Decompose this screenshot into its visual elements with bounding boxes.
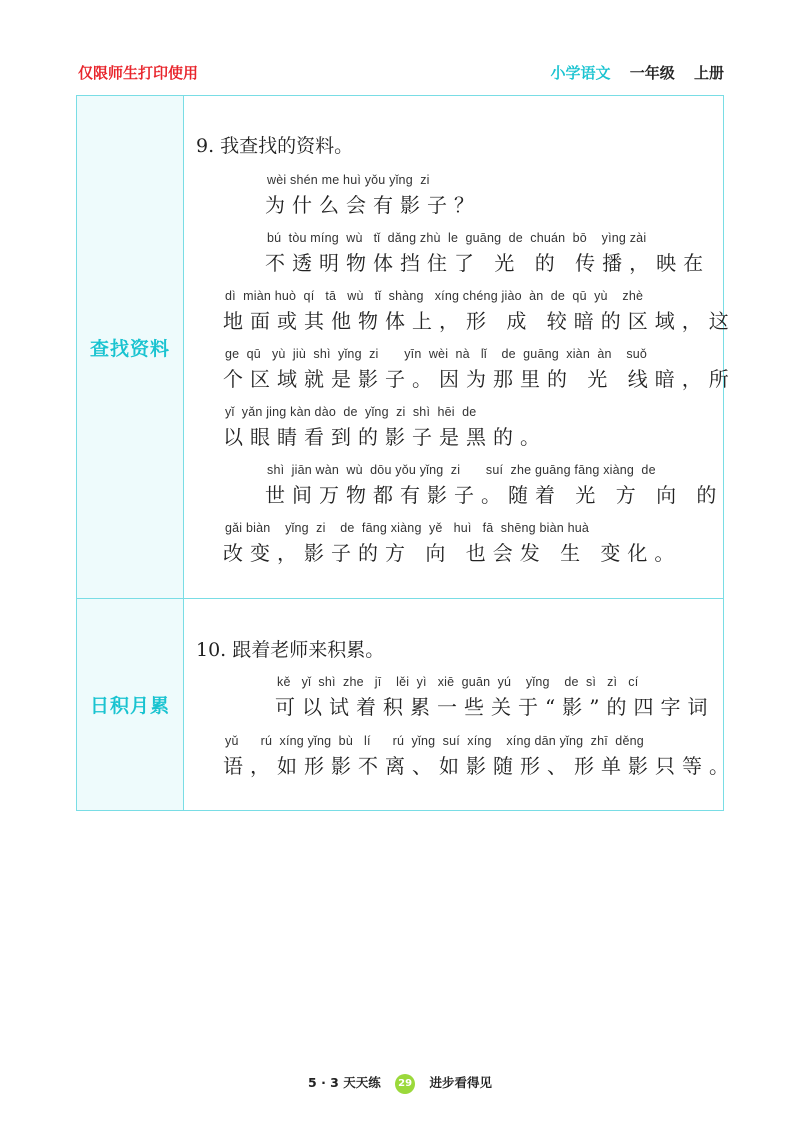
page-number: 29 (395, 1074, 415, 1094)
section-research (77, 96, 736, 599)
pinyin-line: ge qū yù jiù shì yǐng zi yīn wèi nà lǐ de guāng xiàn àn suǒ (225, 347, 648, 361)
series-label: 5 · 3 天天练 (308, 1075, 381, 1090)
pinyin-line: yǔ rú xíng yǐng bù lí rú yǐng suí xíng xíng dān yǐng zhī děng (225, 734, 644, 748)
hanzi-line: 改变，影子的方 向 也会发 生 变化。 (223, 541, 682, 565)
section-label: 日积月累 (89, 695, 170, 717)
pinyin-line: bú tòu míng wù tǐ dǎng zhù le guāng de chuán bō yìng zài (267, 231, 647, 245)
section-content (183, 96, 736, 598)
exercise-panel (76, 95, 736, 811)
hanzi-line: 语，如形影不离、如影随形、形单影只等。 (223, 754, 736, 778)
volume-label: 上册 (693, 64, 724, 82)
hanzi-line: 不透明物体挡住了 光 的 传播，映在 (265, 251, 711, 275)
question-title: 10. 跟着老师来积累。 (196, 639, 385, 661)
section-label: 查找资料 (89, 337, 170, 360)
book-info (550, 62, 724, 83)
grade-label: 一年级 (629, 64, 675, 82)
pinyin-line: shì jiān wàn wù dōu yǒu yǐng zi suí zhe guāng fāng xiàng de (267, 463, 656, 477)
hanzi-line: 世间万物都有影子。随着 光 方 向 的 (265, 483, 724, 507)
slogan-label: 进步看得见 (429, 1075, 492, 1090)
pinyin-line: wèi shén me huì yǒu yǐng zi (267, 173, 430, 187)
pinyin-line: yǐ yǎn jing kàn dào de yǐng zi shì hēi de (225, 405, 477, 419)
pinyin-line: gǎi biàn yǐng zi de fāng xiàng yě huì fā shēng biàn huà (225, 521, 590, 535)
hanzi-line: 可以试着积累一些关于“影”的四字词 (275, 695, 715, 719)
question-title: 9. 我查找的资料。 (196, 135, 354, 157)
pinyin-line: kě yǐ shì zhe jī lěi yì xiē guān yú yǐng de sì zì cí (277, 675, 639, 689)
hanzi-line: 地面或其他物体上，形 成 较暗的区域，这 (223, 309, 736, 333)
section-sidebar (77, 96, 184, 598)
page-footer (0, 1073, 800, 1094)
print-notice: 仅限师生打印使用 (78, 64, 199, 82)
hanzi-line: 个区域就是影子。因为那里的 光 线暗，所 (223, 367, 736, 391)
hanzi-line: 为什么会有影子？ (265, 193, 481, 217)
section-accumulate (77, 599, 736, 810)
subject-label: 小学语文 (550, 64, 611, 82)
pinyin-line: dì miàn huò qí tā wù tǐ shàng xíng chéng jiào àn de qū yù zhè (225, 289, 644, 303)
section-sidebar (77, 599, 184, 810)
section-content (183, 599, 736, 810)
hanzi-line: 以眼睛看到的影子是黑的。 (223, 425, 547, 449)
